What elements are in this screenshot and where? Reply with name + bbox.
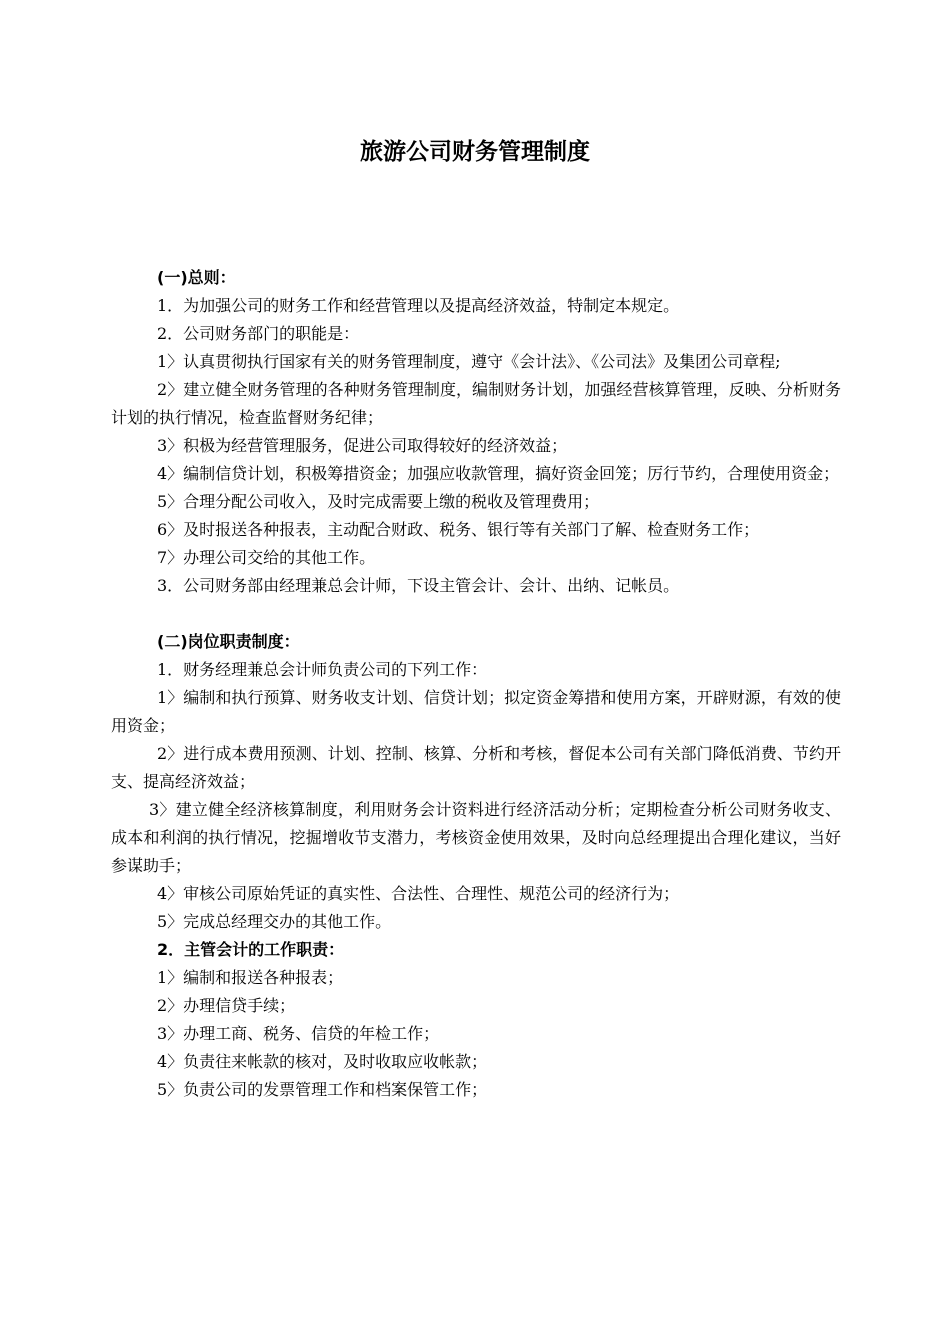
paragraph: 3〉建立健全经济核算制度，利用财务会计资料进行经济活动分析；定期检查分析公司财务收支、成本和利润的执行情况，挖掘增收节支潜力，考核资金使用效果，及时向总经理提出合理化建议，当好参谋助手； [111,800,841,875]
document-title: 旅游公司财务管理制度 [360,139,590,165]
section2-heading: (二)岗位职责制度： [157,632,300,651]
paragraph: 5〉完成总经理交办的其他工作。 [157,912,392,931]
paragraph: 2〉建立健全财务管理的各种财务管理制度，编制财务计划，加强经营核算管理，反映、分析财务计划的执行情况，检查监督财务纪律； [111,380,841,427]
paragraph: 2．公司财务部门的职能是： [157,324,360,343]
paragraph: 1〉认真贯彻执行国家有关的财务管理制度，遵守《会计法》、《公司法》及集团公司章程; [157,352,781,371]
paragraph: 6〉及时报送各种报表，主动配合财政、税务、银行等有关部门了解、检查财务工作； [157,520,760,539]
paragraph: 1．为加强公司的财务工作和经营管理以及提高经济效益，特制定本规定。 [157,296,680,315]
paragraph: 5〉合理分配公司收入，及时完成需要上缴的税收及管理费用； [157,492,600,511]
section1-heading: (一)总则： [157,268,236,287]
paragraph: 5〉负责公司的发票管理工作和档案保管工作； [157,1080,488,1099]
paragraph: 1〉编制和执行预算、财务收支计划、信贷计划；拟定资金筹措和使用方案，开辟财源，有效的使用资金； [111,688,841,735]
section-gap [111,600,841,628]
paragraph: 4〉负责往来帐款的核对，及时收取应收帐款； [157,1052,488,1071]
paragraph: 7〉办理公司交给的其他工作。 [157,548,376,567]
paragraph: 2〉办理信贷手续； [157,996,296,1015]
paragraph: 3．公司财务部由经理兼总会计师，下设主管会计、会计、出纳、记帐员。 [157,576,680,595]
paragraph: 1．财务经理兼总会计师负责公司的下列工作： [157,660,488,679]
section2-sub-heading: 2．主管会计的工作职责： [157,940,345,959]
document-body [111,264,841,1104]
paragraph: 4〉编制信贷计划，积极筹措资金；加强应收款管理，搞好资金回笼；厉行节约，合理使用资金； [157,464,840,483]
paragraph: 2〉进行成本费用预测、计划、控制、核算、分析和考核，督促本公司有关部门降低消费、节约开支、提高经济效益； [111,744,841,791]
paragraph: 3〉办理工商、税务、信贷的年检工作； [157,1024,440,1043]
paragraph: 3〉积极为经营管理服务，促进公司取得较好的经济效益； [157,436,568,455]
paragraph: 4〉审核公司原始凭证的真实性、合法性、合理性、规范公司的经济行为； [157,884,680,903]
paragraph: 1〉编制和报送各种报表； [157,968,344,987]
